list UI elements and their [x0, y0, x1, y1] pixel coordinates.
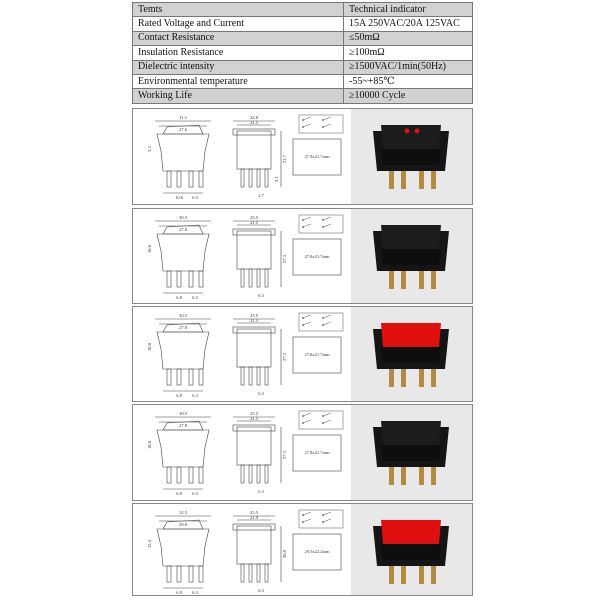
- dimension-drawing: [133, 504, 349, 597]
- pin-width-label: 6.3: [192, 195, 198, 200]
- side-terminal-pin: [265, 465, 268, 483]
- pin-height-label: 9.1: [274, 176, 279, 182]
- brass-terminal: [401, 566, 406, 584]
- width-inner-label: 27.8: [179, 423, 187, 428]
- switch-contact: [323, 217, 331, 220]
- switch-contact: [323, 413, 331, 416]
- terminal-pin: [199, 271, 203, 287]
- product-photo: [351, 209, 472, 303]
- height-left-label: 12.4: [147, 540, 152, 548]
- width-top-label: 30.5: [179, 411, 187, 416]
- switch-contact: [323, 512, 331, 515]
- spec-row: [133, 74, 473, 88]
- product-photo: [351, 109, 472, 204]
- pin-width-label: 6.3: [192, 295, 198, 300]
- wiring-schematic: [299, 313, 343, 331]
- switch-body: [381, 347, 441, 363]
- side-view-outline: [237, 329, 271, 367]
- spec-row: [133, 60, 473, 74]
- terminal-pin: [167, 467, 171, 483]
- side-terminal-pin: [265, 169, 268, 187]
- width-inner-label: 27.8: [179, 227, 187, 232]
- side-top-label: 25.5: [250, 313, 258, 318]
- brass-terminal: [431, 271, 436, 289]
- spec-row: [133, 31, 473, 45]
- switch-rocker: [381, 520, 441, 544]
- terminal-pin: [189, 467, 193, 483]
- side-terminal-pin: [241, 564, 244, 582]
- rocker-switch-image: [351, 209, 472, 303]
- switch-rocker: [381, 125, 441, 149]
- spec-header-value: Technical indicator: [344, 3, 473, 17]
- brass-terminal: [401, 271, 406, 289]
- brass-terminal: [401, 369, 406, 387]
- side-inner-label: 21.5: [250, 416, 258, 421]
- side-terminal-pin: [249, 169, 252, 187]
- side-terminal-pin: [265, 367, 268, 385]
- side-top-label: 24.8: [250, 115, 258, 120]
- spec-item: Working Life: [133, 89, 344, 103]
- switch-body: [381, 149, 441, 165]
- side-view-outline: [237, 427, 271, 465]
- terminal-pin: [189, 171, 193, 187]
- brass-terminal: [419, 171, 424, 189]
- side-terminal-pin: [241, 367, 244, 385]
- switch-body: [381, 445, 441, 461]
- wiring-schematic: [299, 411, 343, 429]
- switch-contact: [303, 322, 311, 325]
- width-top-label: 31.1: [179, 115, 187, 120]
- model-row: [132, 503, 473, 596]
- pin-width-label: 6.3: [192, 491, 198, 496]
- width-top-label: 32.5: [179, 510, 187, 515]
- brass-terminal: [389, 171, 394, 189]
- terminal-pin: [177, 467, 181, 483]
- side-terminal-pin: [265, 564, 268, 582]
- side-inner-label: 21.5: [250, 220, 258, 225]
- model-row: [132, 108, 473, 205]
- pin-gap-label: 6.3: [258, 293, 264, 298]
- spec-item: Rated Voltage and Current: [133, 17, 344, 31]
- side-top-label: 25.5: [250, 411, 258, 416]
- spec-header-row: [133, 3, 473, 17]
- side-terminal-pin: [249, 465, 252, 483]
- front-view-outline: [157, 430, 209, 467]
- brass-terminal: [431, 171, 436, 189]
- terminal-pin: [199, 171, 203, 187]
- width-inner-label: 27.6: [179, 127, 187, 132]
- side-terminal-pin: [257, 169, 260, 187]
- spec-row: [133, 89, 473, 103]
- pin-pitch-label: 6.8: [176, 295, 182, 300]
- wiring-schematic: [299, 115, 343, 133]
- brass-terminal: [419, 566, 424, 584]
- side-view-outline: [237, 526, 271, 564]
- product-photo: [351, 405, 472, 500]
- brass-terminal: [431, 467, 436, 485]
- spec-header-item: Temts: [133, 3, 344, 17]
- terminal-pin: [189, 369, 193, 385]
- height-label: 27.3: [282, 451, 287, 459]
- terminal-pin: [199, 369, 203, 385]
- spec-item: Dielectric intensity: [133, 60, 344, 74]
- schematic-frame: [299, 510, 343, 528]
- pin-gap-label: 6.3: [258, 391, 264, 396]
- panel-cutout-label: 27.8x21.7mm: [304, 450, 330, 455]
- switch-contact: [323, 224, 331, 227]
- side-view-flange: [233, 129, 275, 135]
- side-inner-label: 21.5: [250, 120, 258, 125]
- height-label: 27.3: [282, 353, 287, 361]
- spec-value: ≥100mΩ: [344, 46, 473, 60]
- brass-terminal: [389, 271, 394, 289]
- pin-gap-label: 6.3: [258, 489, 264, 494]
- pin-width-label: 6.3: [192, 590, 198, 595]
- pin-pitch-label: 6.8: [176, 590, 182, 595]
- front-view-outline: [157, 529, 209, 566]
- height-left-label: 18.8: [147, 441, 152, 449]
- terminal-pin: [167, 566, 171, 582]
- terminal-pin: [177, 369, 181, 385]
- pin-pitch-label: 10.6: [175, 195, 183, 200]
- dimension-drawing: [133, 405, 349, 502]
- pin-gap-label: 2.7: [258, 193, 264, 198]
- spec-item: Contact Resistance: [133, 31, 344, 45]
- side-view-flange: [233, 425, 275, 431]
- switch-contact: [303, 124, 311, 127]
- spec-item: Insulation Resistance: [133, 46, 344, 60]
- switch-contact: [323, 315, 331, 318]
- brass-terminal: [419, 467, 424, 485]
- switch-rocker: [381, 421, 441, 445]
- height-left-label: 2.2: [147, 146, 152, 152]
- dimension-drawing: [133, 109, 349, 206]
- product-photo: [351, 307, 472, 401]
- switch-contact: [303, 217, 311, 220]
- wiring-schematic: [299, 510, 343, 528]
- terminal-pin: [189, 271, 193, 287]
- brass-terminal: [389, 566, 394, 584]
- width-top-label: 30.5: [179, 215, 187, 220]
- indicator-lens: [415, 129, 420, 134]
- spec-row: [133, 17, 473, 31]
- schematic-frame: [299, 411, 343, 429]
- switch-contact: [323, 519, 331, 522]
- side-inner-label: 21.5: [250, 318, 258, 323]
- front-view-outline: [157, 234, 209, 271]
- side-terminal-pin: [257, 564, 260, 582]
- terminal-pin: [167, 271, 171, 287]
- width-top-label: 30.5: [179, 313, 187, 318]
- side-top-label: 25.5: [250, 510, 258, 515]
- switch-contact: [303, 512, 311, 515]
- side-terminal-pin: [265, 269, 268, 287]
- rocker-switch-image: [351, 405, 472, 500]
- terminal-pin: [167, 171, 171, 187]
- wiring-schematic: [299, 215, 343, 233]
- height-left-label: 18.8: [147, 343, 152, 351]
- height-label: 27.3: [282, 255, 287, 263]
- spec-value: ≥1500VAC/1min(50Hz): [344, 60, 473, 74]
- side-terminal-pin: [249, 269, 252, 287]
- schematic-frame: [299, 115, 343, 133]
- panel-cutout-label: 29.5x22.2mm: [304, 549, 330, 554]
- side-terminal-pin: [257, 269, 260, 287]
- side-view-outline: [237, 131, 271, 169]
- spec-value: ≤50mΩ: [344, 31, 473, 45]
- panel-cutout-label: 27.8x21.7mm: [304, 352, 330, 357]
- indicator-lens: [405, 129, 410, 134]
- switch-contact: [323, 124, 331, 127]
- switch-contact: [303, 224, 311, 227]
- side-terminal-pin: [249, 564, 252, 582]
- terminal-pin: [177, 271, 181, 287]
- brass-terminal: [431, 369, 436, 387]
- switch-contact: [323, 322, 331, 325]
- model-row: [132, 208, 473, 304]
- switch-contact: [303, 413, 311, 416]
- dimension-drawing: [133, 209, 349, 305]
- switch-contact: [303, 420, 311, 423]
- spec-value: 15A 250VAC/20A 125VAC: [344, 17, 473, 31]
- terminal-pin: [199, 566, 203, 582]
- schematic-frame: [299, 313, 343, 331]
- height-left-label: 18.8: [147, 245, 152, 253]
- pin-pitch-label: 6.8: [176, 491, 182, 496]
- side-top-label: 25.5: [250, 215, 258, 220]
- rocker-switch-image: [351, 109, 472, 204]
- terminal-pin: [189, 566, 193, 582]
- brass-terminal: [419, 271, 424, 289]
- model-row: [132, 306, 473, 402]
- dimension-drawing: [133, 307, 349, 403]
- spec-row: [133, 46, 473, 60]
- side-view-flange: [233, 524, 275, 530]
- width-inner-label: 29.8: [179, 522, 187, 527]
- model-row: [132, 404, 473, 501]
- spec-value: -55~+85℃: [344, 74, 473, 88]
- side-terminal-pin: [241, 169, 244, 187]
- switch-rocker: [381, 323, 441, 347]
- brass-terminal: [389, 467, 394, 485]
- side-terminal-pin: [241, 269, 244, 287]
- side-view-outline: [237, 231, 271, 269]
- spec-value: ≥10000 Cycle: [344, 89, 473, 103]
- panel-cutout-label: 27.9x21.7mm: [304, 154, 330, 159]
- pin-width-label: 6.3: [192, 393, 198, 398]
- terminal-pin: [199, 467, 203, 483]
- side-terminal-pin: [241, 465, 244, 483]
- side-terminal-pin: [249, 367, 252, 385]
- brass-terminal: [401, 171, 406, 189]
- switch-body: [381, 544, 441, 560]
- rocker-switch-image: [351, 307, 472, 401]
- rocker-switch-image: [351, 504, 472, 595]
- spec-item: Environmental temperature: [133, 74, 344, 88]
- side-terminal-pin: [257, 367, 260, 385]
- brass-terminal: [431, 566, 436, 584]
- switch-contact: [303, 315, 311, 318]
- front-view-outline: [157, 332, 209, 369]
- terminal-pin: [177, 171, 181, 187]
- product-photo: [351, 504, 472, 595]
- switch-body: [381, 249, 441, 265]
- switch-contact: [303, 117, 311, 120]
- terminal-pin: [177, 566, 181, 582]
- pin-gap-label: 6.3: [258, 588, 264, 593]
- schematic-frame: [299, 215, 343, 233]
- switch-contact: [323, 117, 331, 120]
- side-inner-label: 21.9: [250, 515, 258, 520]
- width-inner-label: 27.8: [179, 325, 187, 330]
- brass-terminal: [389, 369, 394, 387]
- height-label: 21.7: [282, 155, 287, 163]
- height-label: 28.0: [282, 550, 287, 558]
- front-view-outline: [157, 134, 209, 171]
- switch-contact: [323, 420, 331, 423]
- terminal-pin: [167, 369, 171, 385]
- brass-terminal: [401, 467, 406, 485]
- switch-rocker: [381, 225, 441, 249]
- brass-terminal: [419, 369, 424, 387]
- spec-table: [132, 2, 473, 104]
- side-view-flange: [233, 327, 275, 333]
- pin-pitch-label: 6.8: [176, 393, 182, 398]
- panel-cutout-label: 27.8x21.7mm: [304, 254, 330, 259]
- switch-contact: [303, 519, 311, 522]
- side-view-flange: [233, 229, 275, 235]
- side-terminal-pin: [257, 465, 260, 483]
